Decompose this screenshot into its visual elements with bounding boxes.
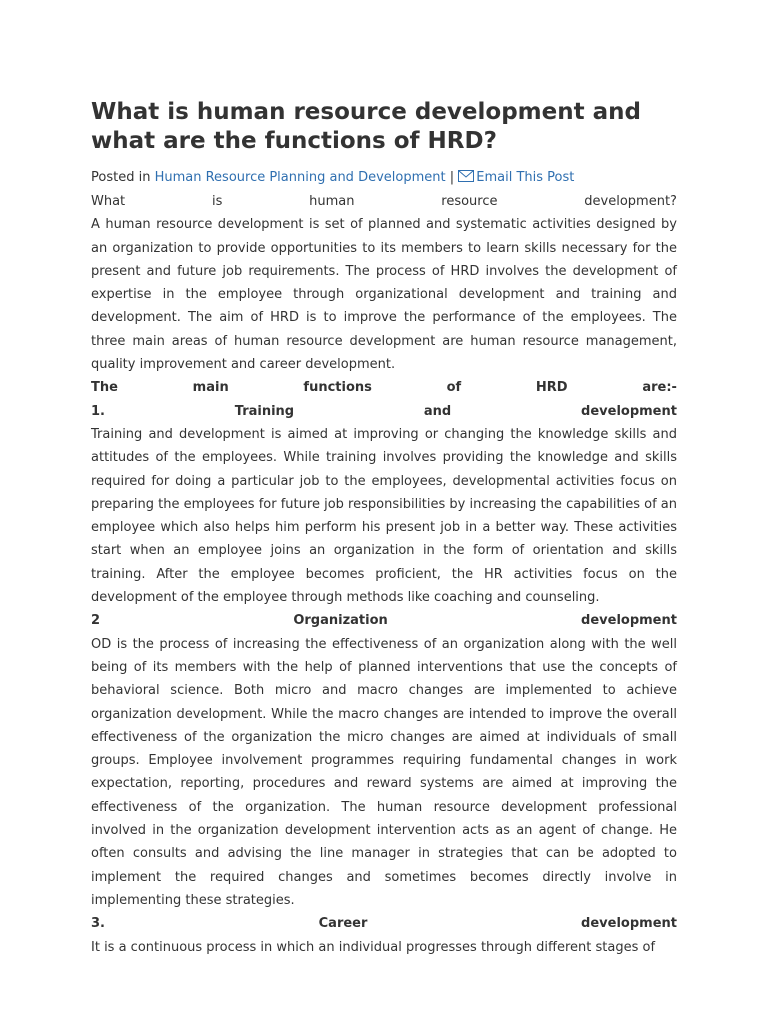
email-post-label: Email This Post <box>476 170 575 185</box>
heading-word: 2 <box>91 613 101 629</box>
heading-word: main <box>192 380 229 396</box>
heading-word: Organization <box>293 613 388 629</box>
heading-word: 1. <box>91 403 105 419</box>
heading-word: of <box>446 380 462 396</box>
section-body-career: It is a continuous process in which an individual progresses through different stages of <box>91 939 656 955</box>
section-body-training: Training and development is aimed at improving or changing the knowledge skills and attitudes of the employees. While training involves providing the knowledge and skills required for doing a particular job to the employees, developmental activities focus on preparing the employees for future job responsibilities by increasing the capabilities of an employee which also helps him perform his present job in a better way. These activities start when an employee joins an organization in the form of orientation and skills training. After the employee becomes proficient, the HR activities focus on the development of the employee through methods like coaching and counseling. <box>91 426 677 606</box>
question-word: development? <box>584 194 677 209</box>
heading-word: development <box>581 403 677 419</box>
article <box>91 98 677 959</box>
question-line <box>91 190 677 213</box>
posted-in-label: Posted in <box>91 170 151 185</box>
functions-heading <box>91 376 677 399</box>
heading-word: Career <box>318 916 368 932</box>
question-word: is <box>211 194 223 209</box>
section-heading-organization <box>91 609 677 632</box>
heading-word: development <box>581 613 677 629</box>
heading-word: HRD <box>535 380 568 396</box>
envelope-icon <box>458 167 474 190</box>
page-title: What is human resource development and what are the functions of HRD? <box>91 99 641 154</box>
category-link[interactable]: Human Resource Planning and Development <box>154 170 446 185</box>
heading-word: and <box>423 403 452 419</box>
email-post-link[interactable] <box>458 170 574 185</box>
heading-word: Training <box>234 403 295 419</box>
heading-word: 3. <box>91 916 105 932</box>
question-word: human <box>309 194 355 209</box>
section-heading-training <box>91 400 677 423</box>
question-word: resource <box>441 194 498 209</box>
question-word: What <box>91 194 126 209</box>
heading-word: The <box>91 380 118 396</box>
intro-paragraph: A human resource development is set of planned and systematic activities designed by an organization to provide opportunities to its members to learn skills necessary for the present and future job requirements. The process of HRD involves the development of expertise in the employee through organizational development and training and development. The aim of HRD is to improve the performance of the employees. The three main areas of human resource development are human resource management, quality improvement and career development. <box>91 217 677 373</box>
heading-word: development <box>581 916 677 932</box>
heading-word: functions <box>303 380 372 396</box>
meta-separator: | <box>449 170 455 185</box>
section-body-organization: OD is the process of increasing the effectiveness of an organization along with the well being of its members with the help of planned interventions that use the concepts of behavioral science. Both micro and macro changes are implemented to achieve organization development. While the macro changes are intended to improve the overall effectiveness of the organization the micro changes are aimed at individuals of small groups. Employee involvement programmes requiring fundamental changes in work expectation, reporting, procedures and reward systems are aimed at improving the effectiveness of the organization. The human resource development professional involved in the organization development intervention acts as an agent of change. He often consults and advising the line manager in strategies that can be adopted to implement the required changes and sometimes becomes directly involve in implementing these strategies. <box>91 636 677 908</box>
post-meta <box>91 166 677 190</box>
heading-word: are:- <box>642 380 677 396</box>
section-heading-career <box>91 912 677 935</box>
